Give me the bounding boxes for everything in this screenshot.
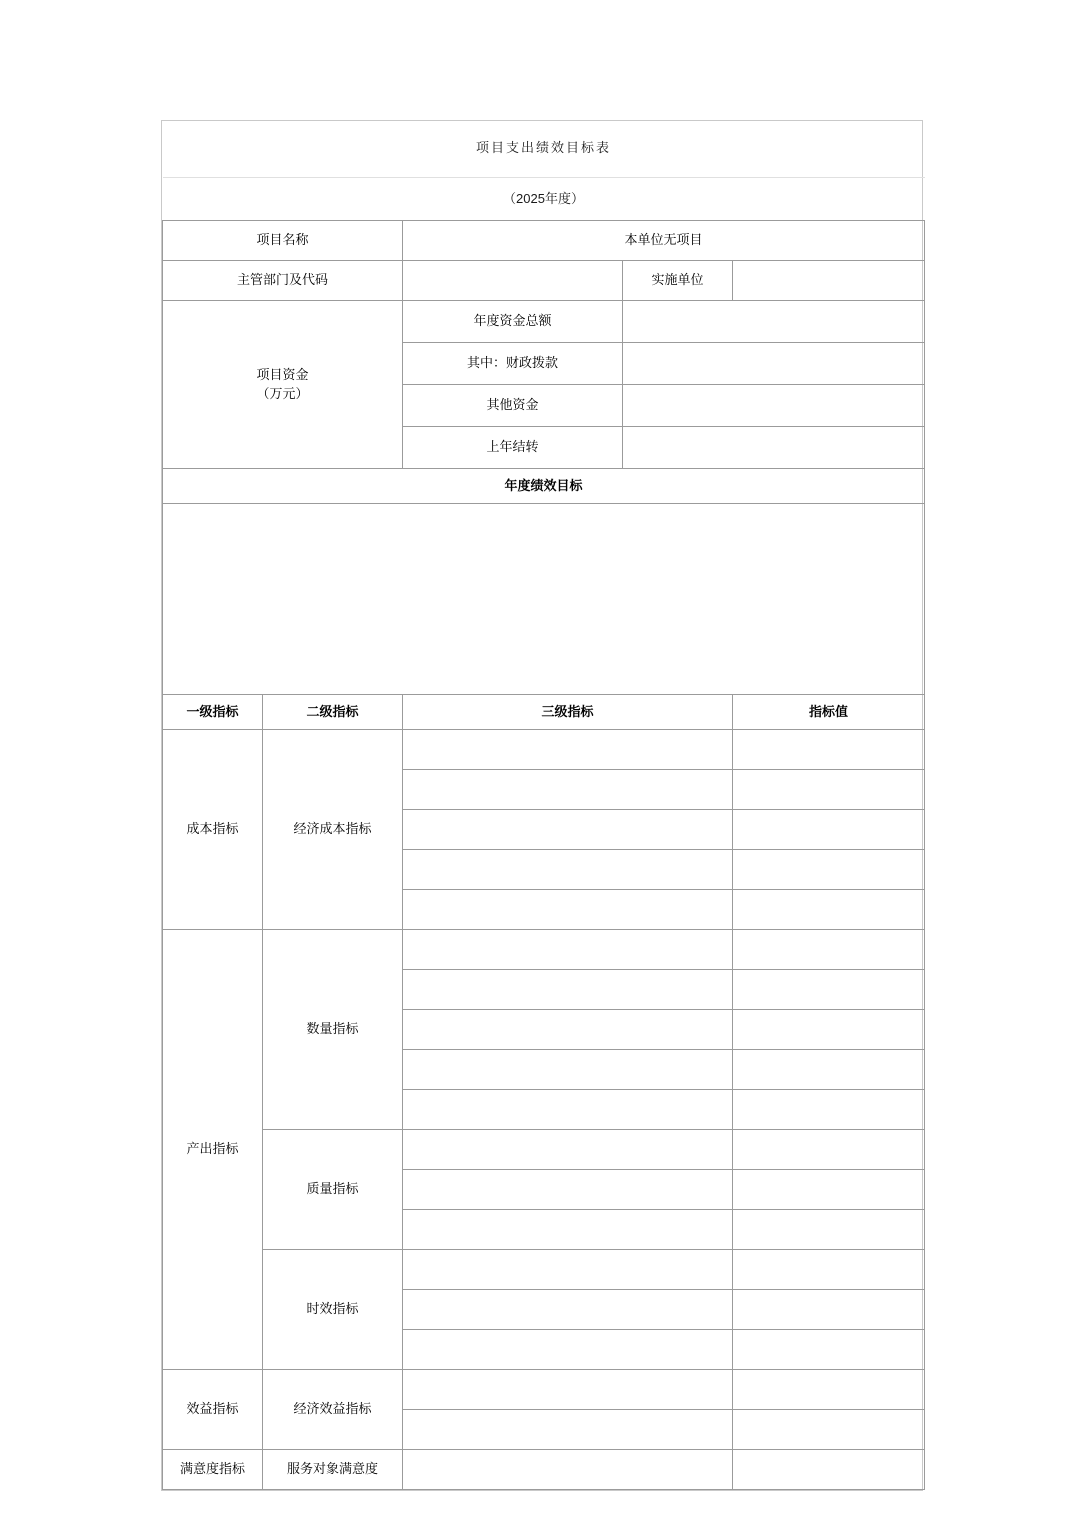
project-fund-label-line2: （万元）: [256, 385, 309, 401]
indicator-level3-cell[interactable]: [403, 1290, 733, 1330]
indicator-level2-0-0: 经济成本指标: [263, 730, 403, 930]
performance-goal-sheet: [161, 120, 923, 1491]
indicator-level3-cell[interactable]: [403, 1130, 733, 1170]
indicator-value-cell[interactable]: [733, 850, 925, 890]
indicator-level3-cell[interactable]: [403, 1010, 733, 1050]
indicator-value-cell[interactable]: [733, 1170, 925, 1210]
dept-code-value[interactable]: [403, 261, 623, 301]
project-name-value[interactable]: 本单位无项目: [403, 221, 925, 261]
indicator-level1-0: 成本指标: [163, 730, 263, 930]
page-title: 项目支出绩效目标表: [163, 121, 925, 178]
indicator-level3-cell[interactable]: [403, 1170, 733, 1210]
indicator-value-cell[interactable]: [733, 1450, 925, 1490]
indicator-value-cell[interactable]: [733, 1410, 925, 1450]
indicator-value-cell[interactable]: [733, 1330, 925, 1370]
indicator-level3-cell[interactable]: [403, 810, 733, 850]
indicator-level3-cell[interactable]: [403, 1210, 733, 1250]
indicator-header-level1: 一级指标: [163, 695, 263, 730]
indicator-level1-3: 满意度指标: [163, 1450, 263, 1490]
project-fund-label-line1: 项目资金: [256, 367, 309, 383]
indicator-level3-cell[interactable]: [403, 1250, 733, 1290]
indicator-level1-2: 效益指标: [163, 1370, 263, 1450]
indicator-level3-cell[interactable]: [403, 730, 733, 770]
indicator-value-cell[interactable]: [733, 730, 925, 770]
fund-row-label-3: 上年结转: [403, 427, 623, 469]
performance-goal-table: [162, 121, 925, 1490]
indicator-level2-1-2: 时效指标: [263, 1250, 403, 1370]
indicator-value-cell[interactable]: [733, 890, 925, 930]
fund-row-value-1[interactable]: [623, 343, 925, 385]
indicator-level3-cell[interactable]: [403, 850, 733, 890]
fund-row-value-2[interactable]: [623, 385, 925, 427]
indicator-level3-cell[interactable]: [403, 1050, 733, 1090]
indicator-level2-3-0: 服务对象满意度: [263, 1450, 403, 1490]
indicator-value-cell[interactable]: [733, 1130, 925, 1170]
implementing-unit-value[interactable]: [733, 261, 925, 301]
annual-goal-content[interactable]: [163, 504, 925, 695]
indicator-header-level2: 二级指标: [263, 695, 403, 730]
indicator-level3-cell[interactable]: [403, 1330, 733, 1370]
indicator-header-level3: 三级指标: [403, 695, 733, 730]
indicator-header-value: 指标值: [733, 695, 925, 730]
fund-row-label-0: 年度资金总额: [403, 301, 623, 343]
indicator-value-cell[interactable]: [733, 1010, 925, 1050]
indicator-level3-cell[interactable]: [403, 1090, 733, 1130]
indicator-value-cell[interactable]: [733, 810, 925, 850]
indicator-value-cell[interactable]: [733, 1290, 925, 1330]
fund-row-value-0[interactable]: [623, 301, 925, 343]
project-name-label: 项目名称: [163, 221, 403, 261]
fund-row-value-3[interactable]: [623, 427, 925, 469]
indicator-value-cell[interactable]: [733, 1370, 925, 1410]
indicator-level2-2-0: 经济效益指标: [263, 1370, 403, 1450]
indicator-level2-1-1: 质量指标: [263, 1130, 403, 1250]
page-subtitle: （2025年度）: [503, 190, 584, 206]
indicator-level3-cell[interactable]: [403, 1450, 733, 1490]
indicator-value-cell[interactable]: [733, 1250, 925, 1290]
indicator-level3-cell[interactable]: [403, 970, 733, 1010]
dept-code-label: 主管部门及代码: [163, 261, 403, 301]
indicator-level3-cell[interactable]: [403, 770, 733, 810]
implementing-unit-label: 实施单位: [623, 261, 733, 301]
indicator-value-cell[interactable]: [733, 970, 925, 1010]
indicator-level2-1-0: 数量指标: [263, 930, 403, 1130]
indicator-level3-cell[interactable]: [403, 930, 733, 970]
project-fund-label: [163, 301, 403, 469]
indicator-level3-cell[interactable]: [403, 890, 733, 930]
fund-row-label-2: 其他资金: [403, 385, 623, 427]
indicator-value-cell[interactable]: [733, 1050, 925, 1090]
indicator-value-cell[interactable]: [733, 1210, 925, 1250]
indicator-level3-cell[interactable]: [403, 1370, 733, 1410]
indicator-level3-cell[interactable]: [403, 1410, 733, 1450]
indicator-value-cell[interactable]: [733, 930, 925, 970]
fund-row-label-1: 其中：财政拨款: [403, 343, 623, 385]
indicator-value-cell[interactable]: [733, 1090, 925, 1130]
annual-goal-header: 年度绩效目标: [163, 469, 925, 504]
indicator-value-cell[interactable]: [733, 770, 925, 810]
indicator-level1-1: 产出指标: [163, 930, 263, 1370]
